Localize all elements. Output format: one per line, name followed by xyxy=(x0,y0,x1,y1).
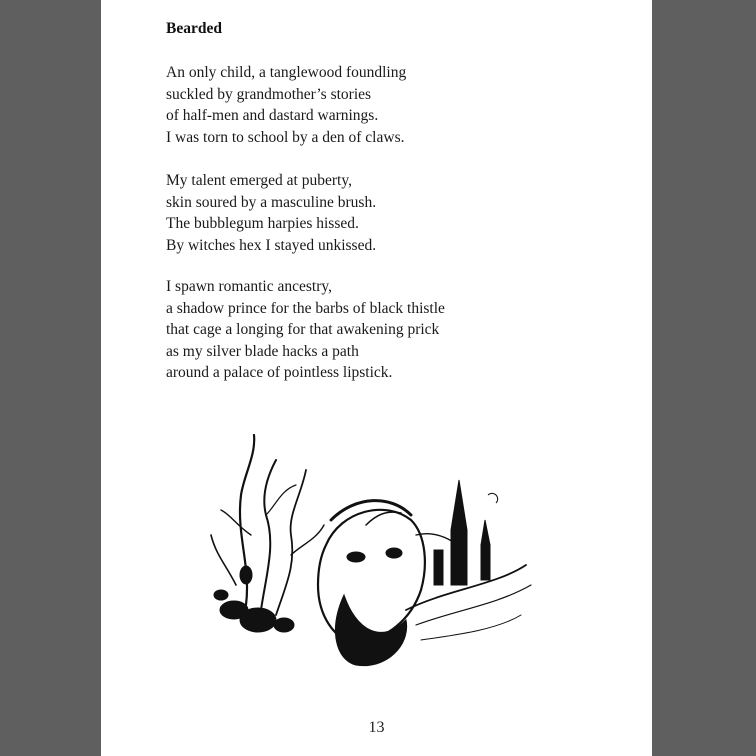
ink-drawing-icon xyxy=(206,415,546,695)
poem-line: My talent emerged at puberty, xyxy=(166,172,352,189)
poem-line: I spawn romantic ancestry, xyxy=(166,278,332,295)
poem-line: I was torn to school by a den of claws. xyxy=(166,128,405,146)
page-number: 13 xyxy=(368,719,385,736)
poem-line: An only child, a tanglewood foundling xyxy=(166,64,407,81)
poem-line: The bubblegum harpies hissed. xyxy=(166,215,359,232)
stanza-1 xyxy=(166,62,406,148)
poem-line: By witches hex I stayed unkissed. xyxy=(166,236,377,254)
poem-title: Bearded xyxy=(166,20,222,37)
poem-line: that cage a longing for that awakening prick xyxy=(166,321,440,338)
poem-line: around a palace of pointless lipstick. xyxy=(166,364,393,381)
book-page xyxy=(101,0,652,756)
poem-line: skin soured by a masculine brush. xyxy=(166,193,377,211)
poem-line: as my silver blade hacks a path xyxy=(166,342,359,360)
poem-line: of half-men and dastard warnings. xyxy=(166,107,379,124)
poem-line: a shadow prince for the barbs of black thistle xyxy=(166,299,445,317)
stanza-3 xyxy=(166,276,445,384)
stanza-2 xyxy=(166,170,376,256)
poem-line: suckled by grandmother’s stories xyxy=(166,85,372,103)
